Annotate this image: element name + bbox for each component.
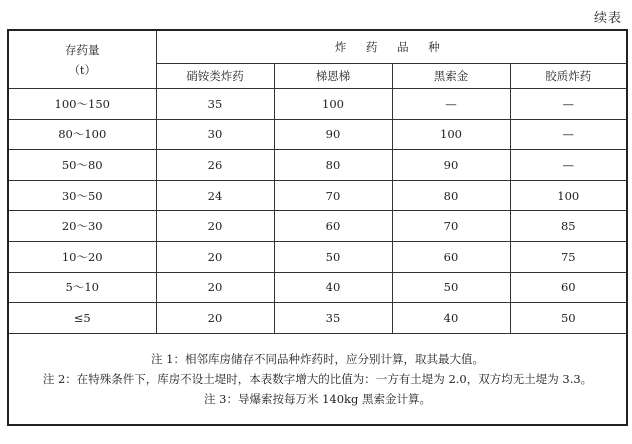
note-3: 注 3：导爆索按每万米 140kg 黑索金计算。 <box>203 391 432 406</box>
value-cell: — <box>510 119 627 150</box>
value-cell: 60 <box>510 272 627 303</box>
table-row <box>8 241 627 272</box>
table-row <box>8 150 627 181</box>
notes-row <box>8 333 627 425</box>
value-cell: 100 <box>510 180 627 211</box>
value-cell: 20 <box>156 303 274 334</box>
value-cell: 30 <box>156 119 274 150</box>
value-cell: 40 <box>392 303 510 334</box>
value-cell: 50 <box>392 272 510 303</box>
value-cell: 20 <box>156 211 274 242</box>
value-cell: 20 <box>156 241 274 272</box>
table-row <box>8 89 627 120</box>
value-cell: 60 <box>392 241 510 272</box>
value-cell: 80 <box>392 180 510 211</box>
quantity-cell: 20～30 <box>8 211 156 242</box>
value-cell: 40 <box>274 272 392 303</box>
value-cell: 60 <box>274 211 392 242</box>
value-cell: 35 <box>274 303 392 334</box>
quantity-cell: 5～10 <box>8 272 156 303</box>
value-cell: — <box>510 89 627 120</box>
value-cell: 50 <box>274 241 392 272</box>
value-cell: 70 <box>274 180 392 211</box>
value-cell: 20 <box>156 272 274 303</box>
value-cell: 90 <box>392 150 510 181</box>
quantity-cell: 80～100 <box>8 119 156 150</box>
value-cell: 80 <box>274 150 392 181</box>
quantity-cell: ≤5 <box>8 303 156 334</box>
note-1: 注 1：相邻库房储存不同品种炸药时，应分别计算，取其最大值。 <box>151 351 484 366</box>
value-cell: 100 <box>274 89 392 120</box>
column-header-ammonium-nitrate: 硝铵类炸药 <box>156 64 274 89</box>
table-row <box>8 211 627 242</box>
quantity-header <box>8 30 156 89</box>
column-header-gelatin-explosive: 胶质炸药 <box>510 64 627 89</box>
notes-cell <box>8 333 627 425</box>
quantity-cell: 30～50 <box>8 180 156 211</box>
column-header-tnt: 梯恩梯 <box>274 64 392 89</box>
value-cell: 26 <box>156 150 274 181</box>
table-row <box>8 272 627 303</box>
table-row <box>8 303 627 334</box>
quantity-cell: 10～20 <box>8 241 156 272</box>
quantity-cell: 50～80 <box>8 150 156 181</box>
quantity-label: 存药量 <box>65 42 100 57</box>
value-cell: — <box>392 89 510 120</box>
quantity-unit: （t） <box>68 62 97 77</box>
value-cell: 75 <box>510 241 627 272</box>
continued-label: 续表 <box>593 11 622 26</box>
value-cell: 90 <box>274 119 392 150</box>
table-row <box>8 119 627 150</box>
table-row <box>8 180 627 211</box>
value-cell: 100 <box>392 119 510 150</box>
value-cell: — <box>510 150 627 181</box>
value-cell: 50 <box>510 303 627 334</box>
value-cell: 24 <box>156 180 274 211</box>
quantity-cell: 100～150 <box>8 89 156 120</box>
explosive-distance-table <box>7 29 628 426</box>
value-cell: 70 <box>392 211 510 242</box>
note-2: 注 2：在特殊条件下，库房不设土堤时，本表数字增大的比值为：一方有土堤为 2.0，双方均无土堤为 3.3。 <box>42 371 593 386</box>
explosive-type-header: 炸 药 品 种 <box>156 30 627 64</box>
value-cell: 85 <box>510 211 627 242</box>
column-header-rdx: 黑索金 <box>392 64 510 89</box>
value-cell: 35 <box>156 89 274 120</box>
